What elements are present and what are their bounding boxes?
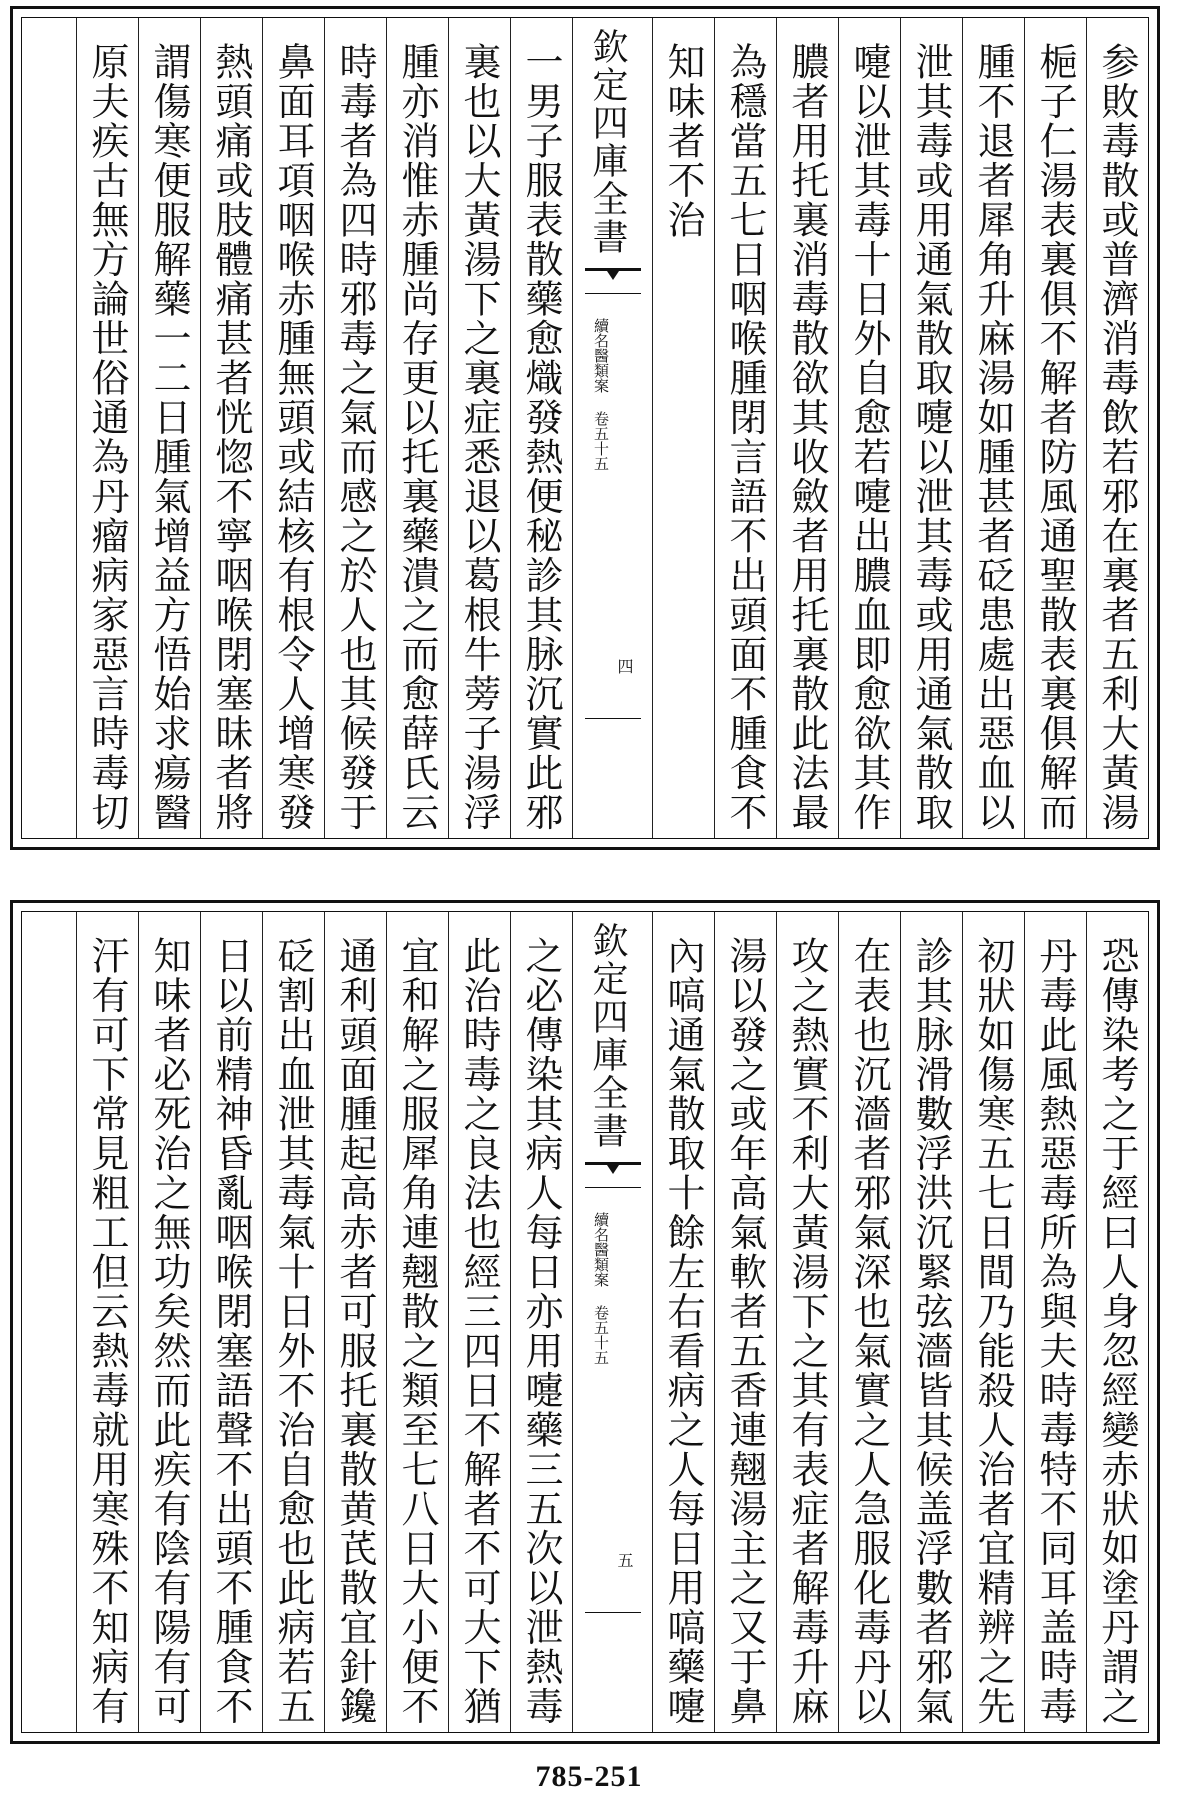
text-column: 之必傳染其病人每日亦用嚏藥三五次以泄熱毒 [510,912,572,1732]
top-page-frame [21,17,1149,839]
text-column: 腫不退者犀角升麻湯如腫甚者砭患處出惡血以 [962,18,1024,838]
text-column: 裏也以大黃湯下之裏症悉退以葛根牛蒡子湯浮 [448,18,510,838]
volume-label: 續名醫類案 卷五十五 [592,1212,610,1365]
text-column: 宜和解之服犀角連翹散之類至七八日大小便不 [386,912,448,1732]
text-column: 知味者必死治之無功矣然而此疾有陰有陽有可 [138,912,200,1732]
leaf-number: 五 [615,1552,634,1568]
text-column: 通利頭面腫起高赤者可服托裏散黄芪散宜針鑱 [324,912,386,1732]
bottom-page-frame [21,911,1149,1733]
fish-tail-mark-icon [585,1162,641,1188]
text-column: 謂傷寒便服解藥一二日腫氣增益方悟始求瘍醫 [138,18,200,838]
text-column: 汗有可下常見粗工但云熱毒就用寒殊不知病有 [76,912,138,1732]
text-column: 攻之熱實不利大黃湯下之其有表症者解毒升麻 [776,912,838,1732]
text-column: 泄其毒或用通氣散取嚏以泄其毒或用通氣散取 [900,18,962,838]
top-page-columns [22,18,1148,838]
text-column: 砭割出血泄其毒氣十日外不治自愈也此病若五 [262,912,324,1732]
page-reference-number: 785-251 [535,1760,643,1793]
leaf-number: 四 [615,658,634,674]
bottom-page-columns [22,912,1148,1732]
text-column: 一男子服表散藥愈熾發熱便秘診其脉沉實此邪 [510,18,572,838]
text-column: 熱頭痛或肢體痛甚者恍惚不寧咽喉閉塞昧者將 [200,18,262,838]
text-column: 鼻面耳項咽喉赤腫無頭或結核有根令人增寒發 [262,18,324,838]
book-title-header: 欽定四庫全書 [587,922,628,1150]
text-column: 時毒者為四時邪毒之氣而感之於人也其候發于 [324,18,386,838]
text-column: 腫亦消惟赤腫尚存更以托裏藥潰之而愈薛氏云 [386,18,448,838]
text-column: 湯以發之或年高氣軟者五香連翹湯主之又于鼻 [714,912,776,1732]
text-column: 原夫疾古無方論世俗通為丹瘤病家惡言時毒切 [76,18,138,838]
bottom-page [10,900,1160,1744]
text-column: 日以前精神昏亂咽喉閉塞語聲不出頭不腫食不 [200,912,262,1732]
text-column: 診其脉滑數浮洪沉緊弦濇皆其候盖浮數者邪氣 [900,912,962,1732]
fish-tail-mark-icon [585,268,641,294]
text-column: 膿者用托裏消毒散欲其收斂者用托裏散此法最 [776,18,838,838]
text-column: 参敗毒散或普濟消毒飲若邪在裏者五利大黃湯 [1086,18,1148,838]
text-column: 恐傳染考之于經曰人身忽經變赤狀如塗丹謂之 [1086,912,1148,1732]
center-margin [572,912,652,1732]
text-column: 內嗃通氣散取十餘左右看病之人每日用嗃藥嚏 [652,912,714,1732]
text-column: 為穩當五七日咽喉腫閉言語不出頭面不腫食不 [714,18,776,838]
top-page [10,6,1160,850]
text-column: 丹毒此風熱惡毒所為與夫時毒特不同耳盖時毒 [1024,912,1086,1732]
text-column: 此治時毒之良法也經三四日不解者不可大下猶 [448,912,510,1732]
lower-fish-tail-line-icon [585,718,641,719]
text-column: 知味者不治 [652,18,714,838]
center-margin [572,18,652,838]
volume-label: 續名醫類案 卷五十五 [592,318,610,471]
text-column: 嚏以泄其毒十日外自愈若嚏出膿血即愈欲其作 [838,18,900,838]
book-title-header: 欽定四庫全書 [587,28,628,256]
text-column: 梔子仁湯表裏俱不解者防風通聖散表裏俱解而 [1024,18,1086,838]
text-column: 在表也沉濇者邪氣深也氣實之人急服化毒丹以 [838,912,900,1732]
lower-fish-tail-line-icon [585,1612,641,1613]
text-column: 初狀如傷寒五七日間乃能殺人治者宜精辨之先 [962,912,1024,1732]
